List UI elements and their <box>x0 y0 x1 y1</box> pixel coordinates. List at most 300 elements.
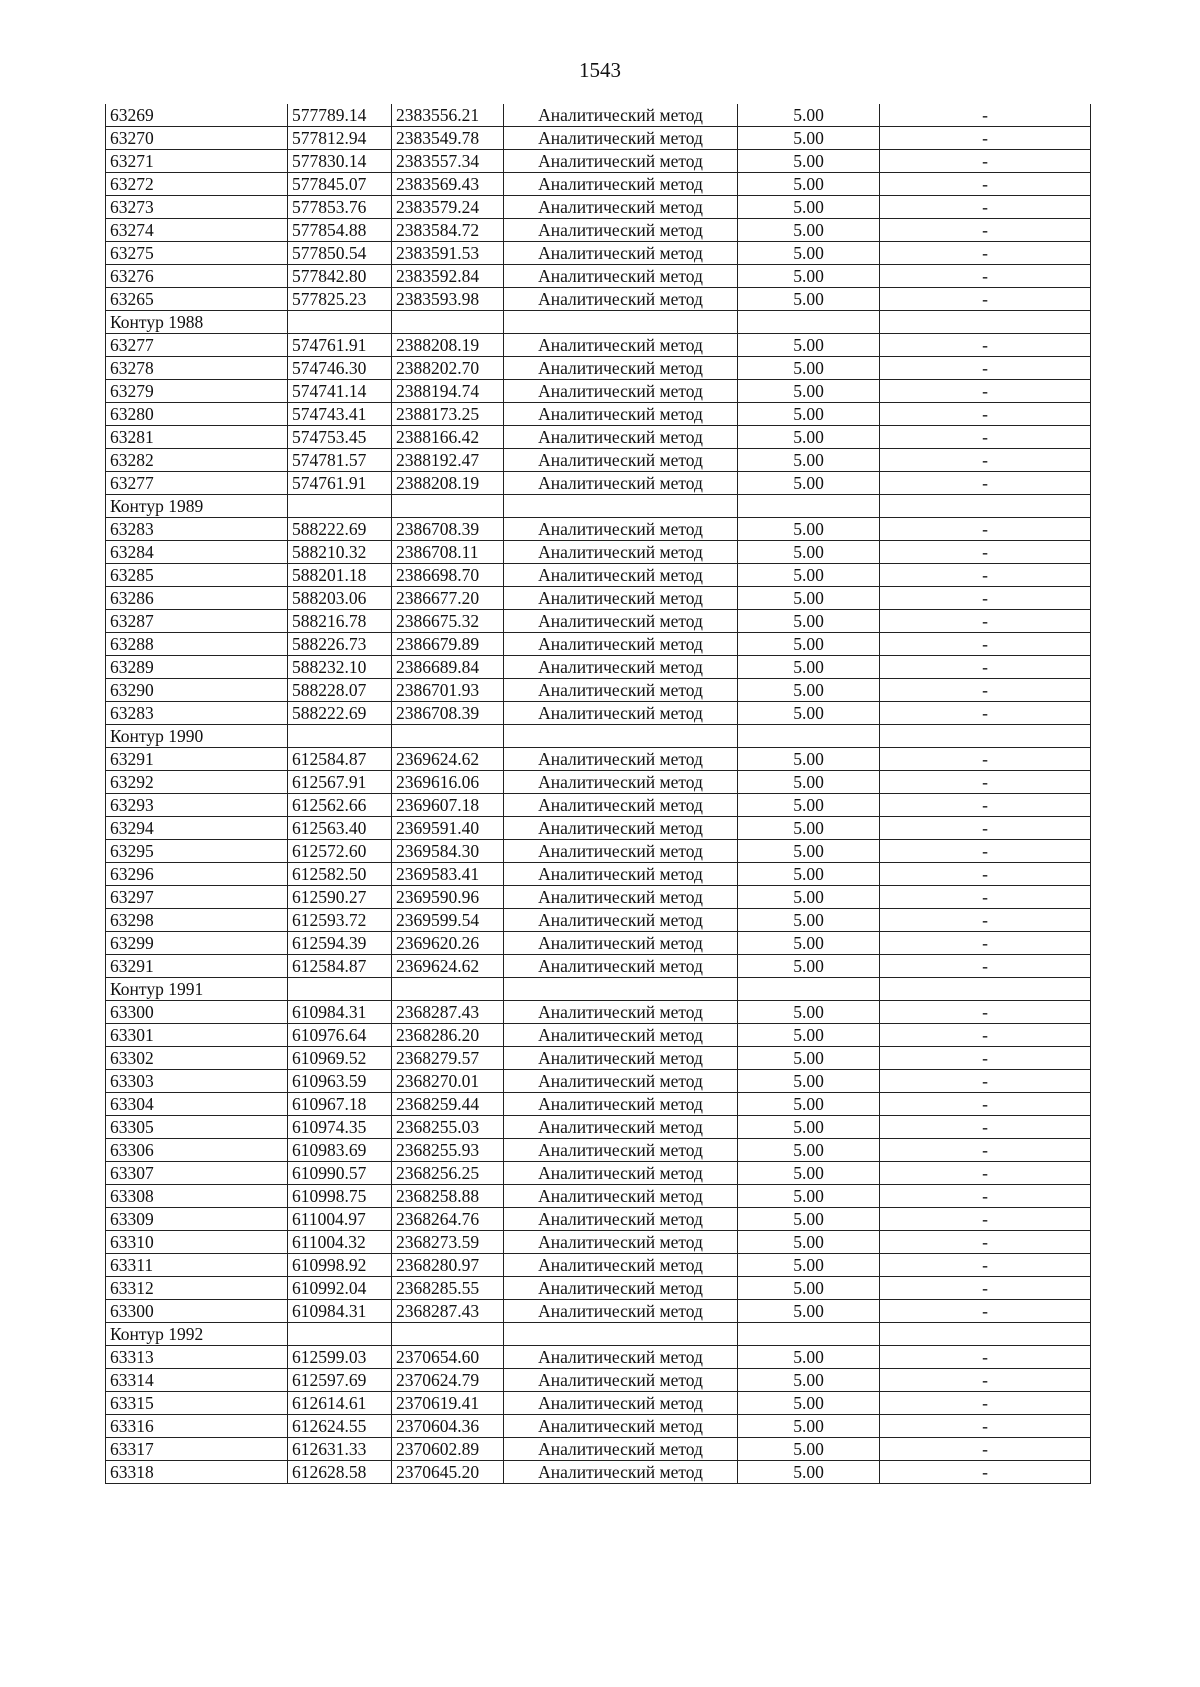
point-id-cell: 63291 <box>106 748 288 771</box>
method-cell: Аналитический метод <box>504 104 738 127</box>
table-row <box>106 265 1091 288</box>
contour-label: Контур 1988 <box>106 311 288 334</box>
x-coordinate-cell: 577842.80 <box>288 265 392 288</box>
x-coordinate-cell: 574746.30 <box>288 357 392 380</box>
method-cell: Аналитический метод <box>504 426 738 449</box>
y-coordinate-cell: 2370619.41 <box>392 1392 504 1415</box>
method-cell: Аналитический метод <box>504 357 738 380</box>
method-cell: Аналитический метод <box>504 518 738 541</box>
table-row <box>106 909 1091 932</box>
x-coordinate-cell: 588216.78 <box>288 610 392 633</box>
method-cell: Аналитический метод <box>504 1415 738 1438</box>
note-cell: - <box>880 863 1091 886</box>
table-row <box>106 472 1091 495</box>
table-row <box>106 357 1091 380</box>
table-row <box>106 242 1091 265</box>
method-cell: Аналитический метод <box>504 334 738 357</box>
point-id-cell: 63315 <box>106 1392 288 1415</box>
contour-label: Контур 1989 <box>106 495 288 518</box>
empty-cell <box>392 725 504 748</box>
note-cell: - <box>880 403 1091 426</box>
accuracy-cell: 5.00 <box>738 472 880 495</box>
accuracy-cell: 5.00 <box>738 886 880 909</box>
accuracy-cell: 5.00 <box>738 380 880 403</box>
accuracy-cell: 5.00 <box>738 702 880 725</box>
y-coordinate-cell: 2368259.44 <box>392 1093 504 1116</box>
x-coordinate-cell: 612567.91 <box>288 771 392 794</box>
note-cell: - <box>880 909 1091 932</box>
note-cell: - <box>880 1277 1091 1300</box>
method-cell: Аналитический метод <box>504 1254 738 1277</box>
x-coordinate-cell: 612572.60 <box>288 840 392 863</box>
table-row <box>106 1208 1091 1231</box>
point-id-cell: 63276 <box>106 265 288 288</box>
table-row <box>106 334 1091 357</box>
method-cell: Аналитический метод <box>504 265 738 288</box>
y-coordinate-cell: 2370624.79 <box>392 1369 504 1392</box>
table-row <box>106 587 1091 610</box>
accuracy-cell: 5.00 <box>738 127 880 150</box>
y-coordinate-cell: 2368287.43 <box>392 1001 504 1024</box>
point-id-cell: 63280 <box>106 403 288 426</box>
note-cell: - <box>880 104 1091 127</box>
method-cell: Аналитический метод <box>504 771 738 794</box>
empty-cell <box>880 495 1091 518</box>
method-cell: Аналитический метод <box>504 403 738 426</box>
table-row <box>106 1093 1091 1116</box>
y-coordinate-cell: 2370654.60 <box>392 1346 504 1369</box>
accuracy-cell: 5.00 <box>738 863 880 886</box>
x-coordinate-cell: 610969.52 <box>288 1047 392 1070</box>
note-cell: - <box>880 587 1091 610</box>
point-id-cell: 63312 <box>106 1277 288 1300</box>
point-id-cell: 63270 <box>106 127 288 150</box>
x-coordinate-cell: 588228.07 <box>288 679 392 702</box>
y-coordinate-cell: 2388192.47 <box>392 449 504 472</box>
y-coordinate-cell: 2368280.97 <box>392 1254 504 1277</box>
method-cell: Аналитический метод <box>504 610 738 633</box>
point-id-cell: 63291 <box>106 955 288 978</box>
table-row <box>106 840 1091 863</box>
accuracy-cell: 5.00 <box>738 1346 880 1369</box>
accuracy-cell: 5.00 <box>738 794 880 817</box>
accuracy-cell: 5.00 <box>738 1024 880 1047</box>
method-cell: Аналитический метод <box>504 1346 738 1369</box>
x-coordinate-cell: 611004.32 <box>288 1231 392 1254</box>
method-cell: Аналитический метод <box>504 1116 738 1139</box>
table-row <box>106 1070 1091 1093</box>
x-coordinate-cell: 610983.69 <box>288 1139 392 1162</box>
table-row <box>106 817 1091 840</box>
x-coordinate-cell: 574741.14 <box>288 380 392 403</box>
x-coordinate-cell: 610990.57 <box>288 1162 392 1185</box>
point-id-cell: 63305 <box>106 1116 288 1139</box>
point-id-cell: 63298 <box>106 909 288 932</box>
accuracy-cell: 5.00 <box>738 1277 880 1300</box>
y-coordinate-cell: 2369590.96 <box>392 886 504 909</box>
note-cell: - <box>880 242 1091 265</box>
x-coordinate-cell: 577789.14 <box>288 104 392 127</box>
point-id-cell: 63301 <box>106 1024 288 1047</box>
empty-cell <box>392 978 504 1001</box>
note-cell: - <box>880 288 1091 311</box>
point-id-cell: 63282 <box>106 449 288 472</box>
x-coordinate-cell: 612628.58 <box>288 1461 392 1484</box>
note-cell: - <box>880 1300 1091 1323</box>
note-cell: - <box>880 1392 1091 1415</box>
table-row <box>106 219 1091 242</box>
method-cell: Аналитический метод <box>504 1369 738 1392</box>
x-coordinate-cell: 588210.32 <box>288 541 392 564</box>
empty-cell <box>392 1323 504 1346</box>
note-cell: - <box>880 794 1091 817</box>
table-row <box>106 702 1091 725</box>
method-cell: Аналитический метод <box>504 1162 738 1185</box>
y-coordinate-cell: 2386708.39 <box>392 702 504 725</box>
method-cell: Аналитический метод <box>504 932 738 955</box>
point-id-cell: 63313 <box>106 1346 288 1369</box>
accuracy-cell: 5.00 <box>738 173 880 196</box>
method-cell: Аналитический метод <box>504 150 738 173</box>
point-id-cell: 63265 <box>106 288 288 311</box>
empty-cell <box>880 1323 1091 1346</box>
empty-cell <box>504 495 738 518</box>
point-id-cell: 63288 <box>106 633 288 656</box>
table-row <box>106 1415 1091 1438</box>
accuracy-cell: 5.00 <box>738 357 880 380</box>
point-id-cell: 63283 <box>106 518 288 541</box>
empty-cell <box>504 978 738 1001</box>
y-coordinate-cell: 2370604.36 <box>392 1415 504 1438</box>
method-cell: Аналитический метод <box>504 909 738 932</box>
x-coordinate-cell: 612594.39 <box>288 932 392 955</box>
method-cell: Аналитический метод <box>504 449 738 472</box>
table-row <box>106 886 1091 909</box>
point-id-cell: 63296 <box>106 863 288 886</box>
y-coordinate-cell: 2386675.32 <box>392 610 504 633</box>
note-cell: - <box>880 1162 1091 1185</box>
method-cell: Аналитический метод <box>504 1024 738 1047</box>
table-row <box>106 1438 1091 1461</box>
point-id-cell: 63290 <box>106 679 288 702</box>
note-cell: - <box>880 1070 1091 1093</box>
note-cell: - <box>880 1231 1091 1254</box>
x-coordinate-cell: 612562.66 <box>288 794 392 817</box>
x-coordinate-cell: 577845.07 <box>288 173 392 196</box>
x-coordinate-cell: 612593.72 <box>288 909 392 932</box>
note-cell: - <box>880 472 1091 495</box>
table-row <box>106 541 1091 564</box>
note-cell: - <box>880 334 1091 357</box>
method-cell: Аналитический метод <box>504 1461 738 1484</box>
point-id-cell: 63271 <box>106 150 288 173</box>
y-coordinate-cell: 2383584.72 <box>392 219 504 242</box>
y-coordinate-cell: 2368270.01 <box>392 1070 504 1093</box>
method-cell: Аналитический метод <box>504 1185 738 1208</box>
method-cell: Аналитический метод <box>504 794 738 817</box>
y-coordinate-cell: 2368258.88 <box>392 1185 504 1208</box>
y-coordinate-cell: 2383591.53 <box>392 242 504 265</box>
y-coordinate-cell: 2383569.43 <box>392 173 504 196</box>
table-row <box>106 403 1091 426</box>
method-cell: Аналитический метод <box>504 840 738 863</box>
point-id-cell: 63277 <box>106 472 288 495</box>
y-coordinate-cell: 2368264.76 <box>392 1208 504 1231</box>
empty-cell <box>288 725 392 748</box>
note-cell: - <box>880 1346 1091 1369</box>
method-cell: Аналитический метод <box>504 1438 738 1461</box>
method-cell: Аналитический метод <box>504 541 738 564</box>
point-id-cell: 63295 <box>106 840 288 863</box>
y-coordinate-cell: 2388166.42 <box>392 426 504 449</box>
note-cell: - <box>880 518 1091 541</box>
x-coordinate-cell: 588222.69 <box>288 518 392 541</box>
method-cell: Аналитический метод <box>504 127 738 150</box>
point-id-cell: 63316 <box>106 1415 288 1438</box>
accuracy-cell: 5.00 <box>738 1162 880 1185</box>
empty-cell <box>392 495 504 518</box>
table-row <box>106 1139 1091 1162</box>
y-coordinate-cell: 2369624.62 <box>392 748 504 771</box>
accuracy-cell: 5.00 <box>738 104 880 127</box>
accuracy-cell: 5.00 <box>738 219 880 242</box>
point-id-cell: 63299 <box>106 932 288 955</box>
note-cell: - <box>880 702 1091 725</box>
table-row <box>106 127 1091 150</box>
y-coordinate-cell: 2369620.26 <box>392 932 504 955</box>
y-coordinate-cell: 2388208.19 <box>392 334 504 357</box>
x-coordinate-cell: 610976.64 <box>288 1024 392 1047</box>
table-row <box>106 955 1091 978</box>
y-coordinate-cell: 2386679.89 <box>392 633 504 656</box>
accuracy-cell: 5.00 <box>738 265 880 288</box>
y-coordinate-cell: 2368273.59 <box>392 1231 504 1254</box>
empty-cell <box>392 311 504 334</box>
method-cell: Аналитический метод <box>504 1001 738 1024</box>
table-row <box>106 771 1091 794</box>
table-row <box>106 173 1091 196</box>
table-row <box>106 1047 1091 1070</box>
point-id-cell: 63300 <box>106 1300 288 1323</box>
note-cell: - <box>880 449 1091 472</box>
note-cell: - <box>880 932 1091 955</box>
accuracy-cell: 5.00 <box>738 288 880 311</box>
x-coordinate-cell: 577830.14 <box>288 150 392 173</box>
x-coordinate-cell: 577853.76 <box>288 196 392 219</box>
point-id-cell: 63279 <box>106 380 288 403</box>
point-id-cell: 63292 <box>106 771 288 794</box>
accuracy-cell: 5.00 <box>738 1415 880 1438</box>
note-cell: - <box>880 541 1091 564</box>
method-cell: Аналитический метод <box>504 1070 738 1093</box>
page-number: 1543 <box>579 58 621 82</box>
point-id-cell: 63277 <box>106 334 288 357</box>
empty-cell <box>504 1323 738 1346</box>
contour-header-row <box>106 311 1091 334</box>
point-id-cell: 63317 <box>106 1438 288 1461</box>
point-id-cell: 63281 <box>106 426 288 449</box>
note-cell: - <box>880 817 1091 840</box>
contour-header-row <box>106 725 1091 748</box>
method-cell: Аналитический метод <box>504 380 738 403</box>
accuracy-cell: 5.00 <box>738 150 880 173</box>
accuracy-cell: 5.00 <box>738 564 880 587</box>
point-id-cell: 63273 <box>106 196 288 219</box>
method-cell: Аналитический метод <box>504 633 738 656</box>
table-row <box>106 610 1091 633</box>
x-coordinate-cell: 612614.61 <box>288 1392 392 1415</box>
x-coordinate-cell: 574761.91 <box>288 334 392 357</box>
point-id-cell: 63306 <box>106 1139 288 1162</box>
accuracy-cell: 5.00 <box>738 840 880 863</box>
method-cell: Аналитический метод <box>504 817 738 840</box>
empty-cell <box>504 725 738 748</box>
method-cell: Аналитический метод <box>504 1047 738 1070</box>
note-cell: - <box>880 426 1091 449</box>
x-coordinate-cell: 612631.33 <box>288 1438 392 1461</box>
y-coordinate-cell: 2368286.20 <box>392 1024 504 1047</box>
accuracy-cell: 5.00 <box>738 748 880 771</box>
note-cell: - <box>880 748 1091 771</box>
note-cell: - <box>880 265 1091 288</box>
method-cell: Аналитический метод <box>504 1139 738 1162</box>
y-coordinate-cell: 2383549.78 <box>392 127 504 150</box>
y-coordinate-cell: 2369584.30 <box>392 840 504 863</box>
empty-cell <box>880 311 1091 334</box>
accuracy-cell: 5.00 <box>738 1047 880 1070</box>
y-coordinate-cell: 2388202.70 <box>392 357 504 380</box>
point-id-cell: 63287 <box>106 610 288 633</box>
accuracy-cell: 5.00 <box>738 403 880 426</box>
table-row <box>106 380 1091 403</box>
x-coordinate-cell: 610992.04 <box>288 1277 392 1300</box>
method-cell: Аналитический метод <box>504 288 738 311</box>
table-row <box>106 196 1091 219</box>
point-id-cell: 63302 <box>106 1047 288 1070</box>
note-cell: - <box>880 1415 1091 1438</box>
table-row <box>106 426 1091 449</box>
accuracy-cell: 5.00 <box>738 1438 880 1461</box>
table-row <box>106 449 1091 472</box>
table-row <box>106 564 1091 587</box>
accuracy-cell: 5.00 <box>738 1001 880 1024</box>
x-coordinate-cell: 610998.75 <box>288 1185 392 1208</box>
method-cell: Аналитический метод <box>504 173 738 196</box>
y-coordinate-cell: 2388173.25 <box>392 403 504 426</box>
contour-label: Контур 1991 <box>106 978 288 1001</box>
accuracy-cell: 5.00 <box>738 909 880 932</box>
contour-header-row <box>106 978 1091 1001</box>
method-cell: Аналитический метод <box>504 863 738 886</box>
note-cell: - <box>880 1461 1091 1484</box>
note-cell: - <box>880 196 1091 219</box>
y-coordinate-cell: 2369583.41 <box>392 863 504 886</box>
note-cell: - <box>880 173 1091 196</box>
x-coordinate-cell: 610984.31 <box>288 1300 392 1323</box>
method-cell: Аналитический метод <box>504 748 738 771</box>
table-row <box>106 1254 1091 1277</box>
accuracy-cell: 5.00 <box>738 1070 880 1093</box>
x-coordinate-cell: 588201.18 <box>288 564 392 587</box>
x-coordinate-cell: 577825.23 <box>288 288 392 311</box>
y-coordinate-cell: 2368256.25 <box>392 1162 504 1185</box>
y-coordinate-cell: 2369616.06 <box>392 771 504 794</box>
accuracy-cell: 5.00 <box>738 1231 880 1254</box>
accuracy-cell: 5.00 <box>738 518 880 541</box>
x-coordinate-cell: 610967.18 <box>288 1093 392 1116</box>
y-coordinate-cell: 2383556.21 <box>392 104 504 127</box>
note-cell: - <box>880 380 1091 403</box>
accuracy-cell: 5.00 <box>738 932 880 955</box>
y-coordinate-cell: 2388208.19 <box>392 472 504 495</box>
point-id-cell: 63278 <box>106 357 288 380</box>
y-coordinate-cell: 2383593.98 <box>392 288 504 311</box>
y-coordinate-cell: 2383579.24 <box>392 196 504 219</box>
note-cell: - <box>880 840 1091 863</box>
method-cell: Аналитический метод <box>504 1093 738 1116</box>
accuracy-cell: 5.00 <box>738 633 880 656</box>
note-cell: - <box>880 1116 1091 1139</box>
point-id-cell: 63308 <box>106 1185 288 1208</box>
accuracy-cell: 5.00 <box>738 1139 880 1162</box>
accuracy-cell: 5.00 <box>738 242 880 265</box>
table-row <box>106 794 1091 817</box>
note-cell: - <box>880 610 1091 633</box>
note-cell: - <box>880 1254 1091 1277</box>
note-cell: - <box>880 1438 1091 1461</box>
point-id-cell: 63293 <box>106 794 288 817</box>
table-row <box>106 1001 1091 1024</box>
note-cell: - <box>880 1093 1091 1116</box>
point-id-cell: 63274 <box>106 219 288 242</box>
empty-cell <box>738 495 880 518</box>
table-row <box>106 150 1091 173</box>
accuracy-cell: 5.00 <box>738 449 880 472</box>
x-coordinate-cell: 588232.10 <box>288 656 392 679</box>
point-id-cell: 63294 <box>106 817 288 840</box>
x-coordinate-cell: 577812.94 <box>288 127 392 150</box>
table-row <box>106 863 1091 886</box>
method-cell: Аналитический метод <box>504 472 738 495</box>
table-row <box>106 104 1091 127</box>
note-cell: - <box>880 1185 1091 1208</box>
note-cell: - <box>880 955 1091 978</box>
point-id-cell: 63283 <box>106 702 288 725</box>
x-coordinate-cell: 610984.31 <box>288 1001 392 1024</box>
table-row <box>106 518 1091 541</box>
accuracy-cell: 5.00 <box>738 955 880 978</box>
note-cell: - <box>880 357 1091 380</box>
note-cell: - <box>880 219 1091 242</box>
y-coordinate-cell: 2368255.03 <box>392 1116 504 1139</box>
y-coordinate-cell: 2368255.93 <box>392 1139 504 1162</box>
coordinates-table <box>105 104 1091 1484</box>
point-id-cell: 63307 <box>106 1162 288 1185</box>
y-coordinate-cell: 2370645.20 <box>392 1461 504 1484</box>
coordinates-table-body <box>106 104 1091 1484</box>
point-id-cell: 63309 <box>106 1208 288 1231</box>
x-coordinate-cell: 574743.41 <box>288 403 392 426</box>
note-cell: - <box>880 127 1091 150</box>
method-cell: Аналитический метод <box>504 1300 738 1323</box>
x-coordinate-cell: 610998.92 <box>288 1254 392 1277</box>
accuracy-cell: 5.00 <box>738 541 880 564</box>
table-row <box>106 1277 1091 1300</box>
note-cell: - <box>880 1369 1091 1392</box>
method-cell: Аналитический метод <box>504 702 738 725</box>
point-id-cell: 63275 <box>106 242 288 265</box>
accuracy-cell: 5.00 <box>738 656 880 679</box>
